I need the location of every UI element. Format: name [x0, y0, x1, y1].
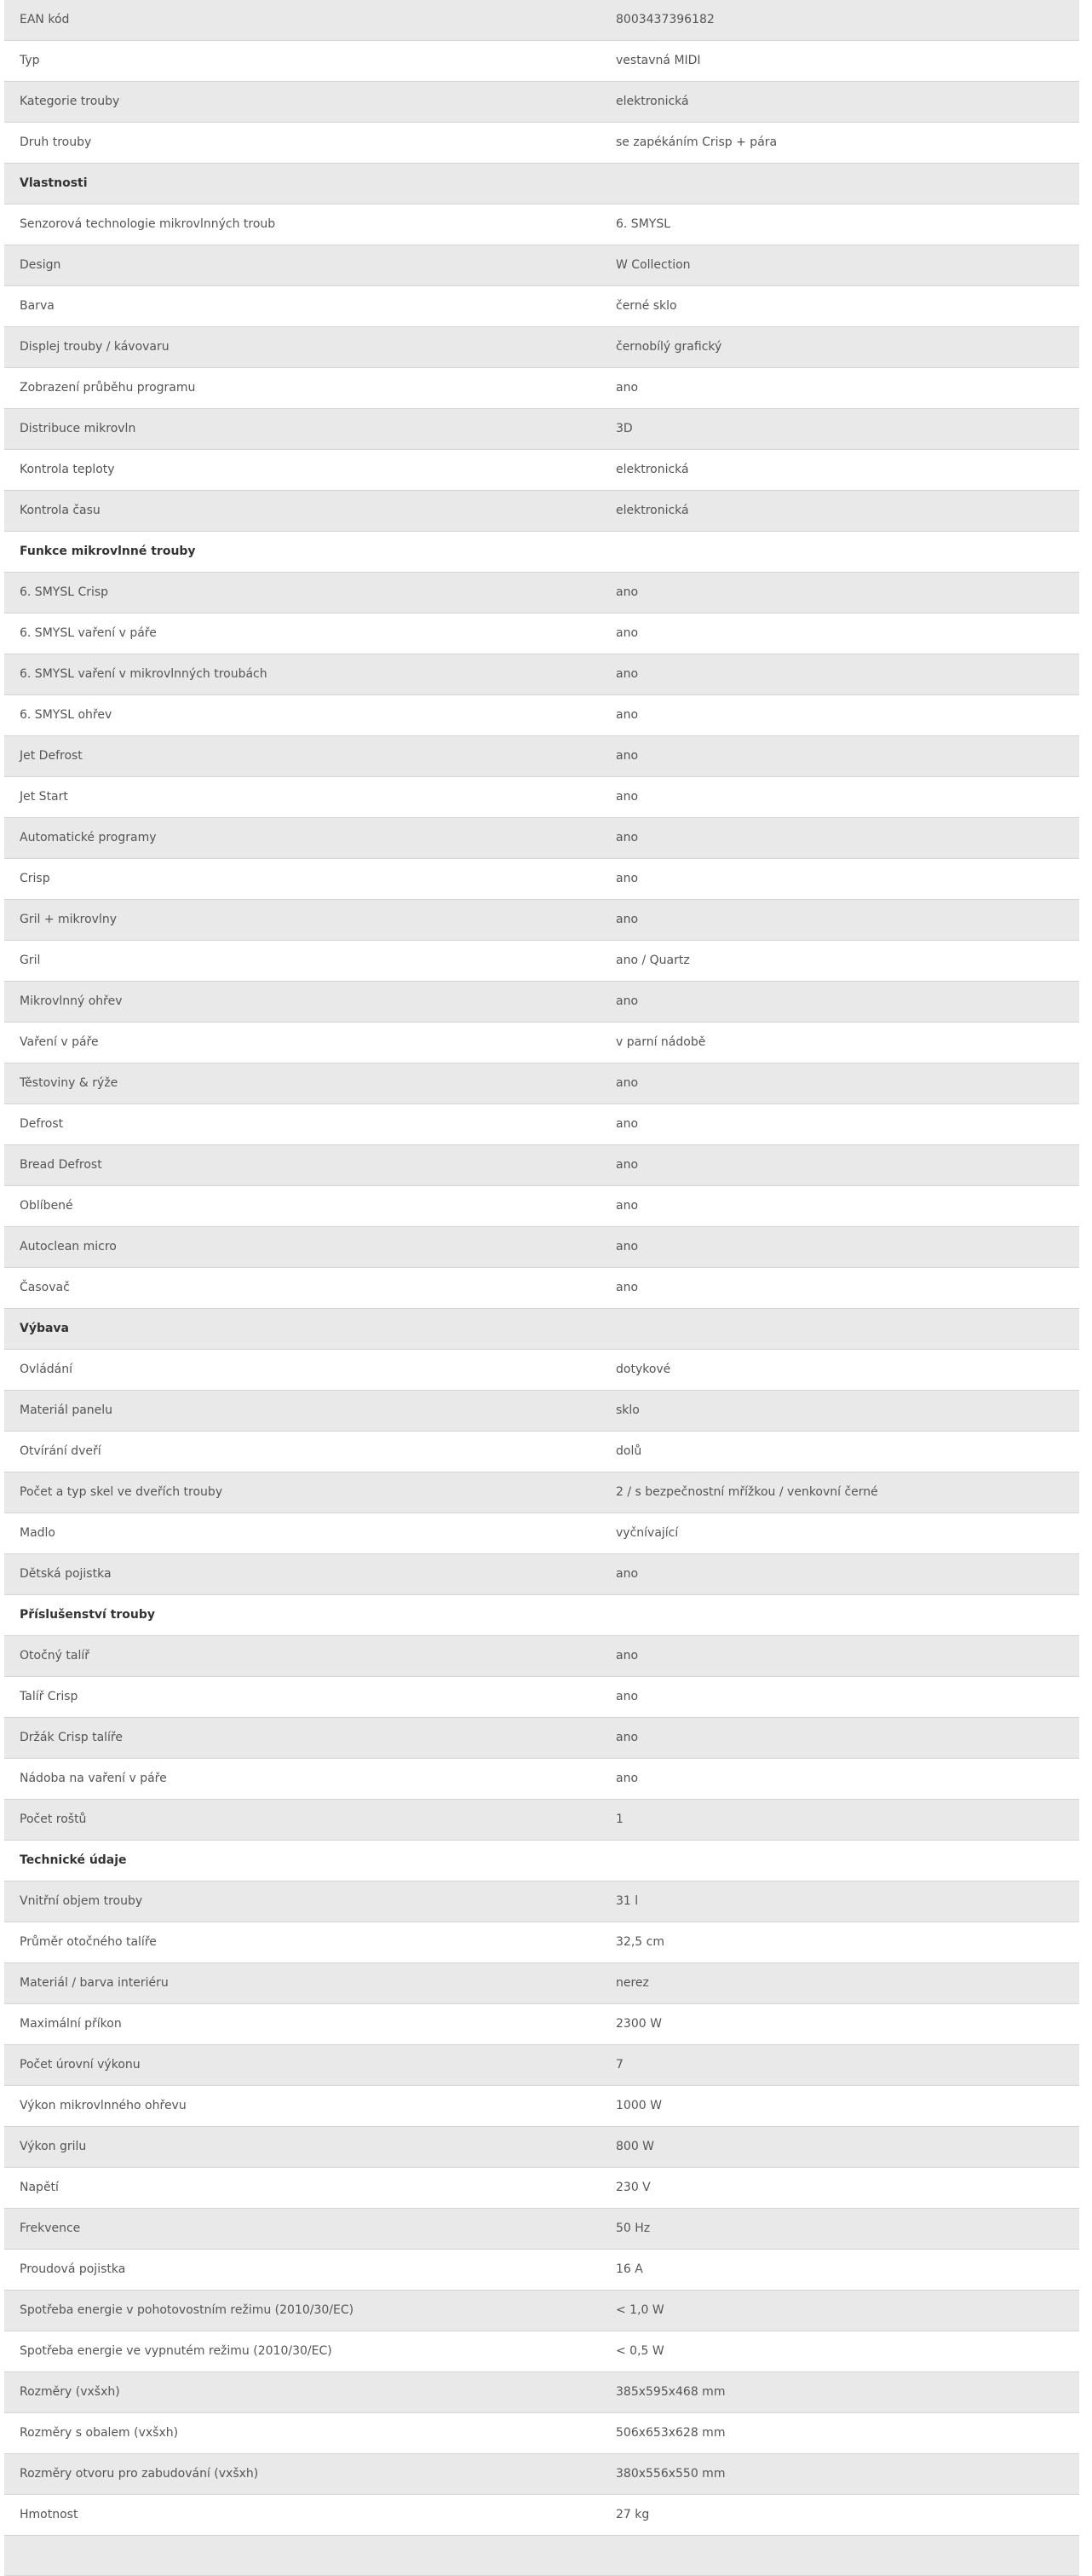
- spec-row: [4, 1963, 1079, 2004]
- spec-value: ano: [601, 1063, 1079, 1104]
- spec-row: [4, 1350, 1079, 1391]
- spec-label: Kategorie trouby: [4, 82, 601, 123]
- spec-label: 6. SMYSL vaření v mikrovlnných troubách: [4, 654, 601, 695]
- spec-value: < 0,5 W: [601, 2331, 1079, 2372]
- spec-row: [4, 573, 1079, 614]
- spec-row: [4, 982, 1079, 1023]
- spec-row: [4, 1268, 1079, 1309]
- spec-row: [4, 245, 1079, 286]
- spec-value: < 1,0 W: [601, 2291, 1079, 2331]
- spec-value: ano: [601, 900, 1079, 941]
- spec-row: [4, 1513, 1079, 1554]
- section-title: Technické údaje: [4, 1841, 601, 1882]
- spec-value: 800 W: [601, 2127, 1079, 2168]
- spec-label: Držák Crisp talíře: [4, 1718, 601, 1759]
- spec-value: 31 l: [601, 1882, 1079, 1922]
- spec-value: ano: [601, 695, 1079, 736]
- spec-label: Mikrovlnný ohřev: [4, 982, 601, 1023]
- spec-value: 27 kg: [601, 2495, 1079, 2536]
- spec-row: [4, 2291, 1079, 2331]
- spec-row: [4, 1432, 1079, 1472]
- spec-value: sklo: [601, 1391, 1079, 1432]
- spec-label: Počet a typ skel ve dveřích trouby: [4, 1472, 601, 1513]
- spec-value: ano: [601, 1677, 1079, 1718]
- spec-row: [4, 286, 1079, 327]
- spec-row: [4, 777, 1079, 818]
- spec-label: 6. SMYSL Crisp: [4, 573, 601, 614]
- spec-value: elektronická: [601, 450, 1079, 491]
- spec-value: ano: [601, 573, 1079, 614]
- spec-row: [4, 1472, 1079, 1513]
- spec-row: [4, 450, 1079, 491]
- spec-row: [4, 614, 1079, 654]
- spec-row: [4, 1023, 1079, 1063]
- spec-label: Madlo: [4, 1513, 601, 1554]
- section-header-row: [4, 1309, 1079, 1350]
- spec-value: ano: [601, 1554, 1079, 1595]
- section-header-row: [4, 532, 1079, 573]
- spec-row: [4, 41, 1079, 82]
- spec-value: dotykové: [601, 1350, 1079, 1391]
- spec-label: Ovládání: [4, 1350, 601, 1391]
- spec-row: [4, 123, 1079, 164]
- spec-value: ano: [601, 777, 1079, 818]
- section-title: Příslušenství trouby: [4, 1595, 601, 1636]
- spec-value: ano: [601, 1718, 1079, 1759]
- spec-value: 8003437396182: [601, 0, 1079, 41]
- spec-row: [4, 1063, 1079, 1104]
- spec-label: Zobrazení průběhu programu: [4, 368, 601, 409]
- spec-label: Výkon grilu: [4, 2127, 601, 2168]
- spec-row: [4, 1759, 1079, 1800]
- spec-value: 1000 W: [601, 2086, 1079, 2127]
- spec-label: Těstoviny & rýže: [4, 1063, 601, 1104]
- spec-label: Crisp: [4, 859, 601, 900]
- spec-table-body: [4, 0, 1079, 2576]
- spec-value: ano: [601, 368, 1079, 409]
- spec-label: Spotřeba energie v pohotovostním režimu (2010/30/EC): [4, 2291, 601, 2331]
- spec-label: 6. SMYSL vaření v páře: [4, 614, 601, 654]
- spec-value: dolů: [601, 1432, 1079, 1472]
- spec-label: Gril: [4, 941, 601, 982]
- spec-label: Časovač: [4, 1268, 601, 1309]
- spec-row: [4, 2168, 1079, 2209]
- spec-row: [4, 327, 1079, 368]
- spec-label: Oblíbené: [4, 1186, 601, 1227]
- spec-value: 230 V: [601, 2168, 1079, 2209]
- spec-label: Vaření v páře: [4, 1023, 601, 1063]
- spec-row: [4, 409, 1079, 450]
- spec-value: ano: [601, 1268, 1079, 1309]
- spec-row: [4, 2004, 1079, 2045]
- spec-label: Otvírání dveří: [4, 1432, 601, 1472]
- spec-value: 16 A: [601, 2250, 1079, 2291]
- spec-value: v parní nádobě: [601, 1023, 1079, 1063]
- spec-value: 2300 W: [601, 2004, 1079, 2045]
- spec-label: Vnitřní objem trouby: [4, 1882, 601, 1922]
- spec-label: Proudová pojistka: [4, 2250, 601, 2291]
- spec-label: Materiál / barva interiéru: [4, 1963, 601, 2004]
- spec-label: Průměr otočného talíře: [4, 1922, 601, 1963]
- spec-row: [4, 2331, 1079, 2372]
- section-value-empty: [601, 1595, 1079, 1636]
- spec-value: elektronická: [601, 491, 1079, 532]
- spec-row: [4, 2413, 1079, 2454]
- section-value-empty: [601, 532, 1079, 573]
- spec-value: 380x556x550 mm: [601, 2454, 1079, 2495]
- spec-row: [4, 900, 1079, 941]
- spec-label: Výkon mikrovlnného ohřevu: [4, 2086, 601, 2127]
- spec-value: 506x653x628 mm: [601, 2413, 1079, 2454]
- spec-row: [4, 1227, 1079, 1268]
- spec-label: Typ: [4, 41, 601, 82]
- spec-row: [4, 0, 1079, 41]
- spec-label: Otočný talíř: [4, 1636, 601, 1677]
- spec-row: [4, 1104, 1079, 1145]
- spec-value: ano: [601, 1636, 1079, 1677]
- section-header-row: [4, 164, 1079, 205]
- spec-value: vestavná MIDI: [601, 41, 1079, 82]
- spec-label: Hmotnost: [4, 2495, 601, 2536]
- spec-label: Maximální příkon: [4, 2004, 601, 2045]
- spec-value: [601, 2536, 1079, 2576]
- spec-value: elektronická: [601, 82, 1079, 123]
- spec-label: Bread Defrost: [4, 1145, 601, 1186]
- spec-row: [4, 205, 1079, 245]
- section-title: Funkce mikrovlnné trouby: [4, 532, 601, 573]
- spec-row: [4, 1554, 1079, 1595]
- spec-row: [4, 1922, 1079, 1963]
- spec-label: Nádoba na vaření v páře: [4, 1759, 601, 1800]
- spec-row: [4, 1677, 1079, 1718]
- spec-row: [4, 695, 1079, 736]
- spec-value: 385x595x468 mm: [601, 2372, 1079, 2413]
- spec-row: [4, 2209, 1079, 2250]
- spec-value: 3D: [601, 409, 1079, 450]
- spec-label: EAN kód: [4, 0, 601, 41]
- spec-value: 6. SMYSL: [601, 205, 1079, 245]
- spec-value: černobílý grafický: [601, 327, 1079, 368]
- spec-row: [4, 368, 1079, 409]
- spec-value: vyčnívající: [601, 1513, 1079, 1554]
- spec-row: [4, 82, 1079, 123]
- spec-value: černé sklo: [601, 286, 1079, 327]
- spec-value: ano: [601, 614, 1079, 654]
- spec-label: Kontrola teploty: [4, 450, 601, 491]
- spec-value: nerez: [601, 1963, 1079, 2004]
- spec-value: 32,5 cm: [601, 1922, 1079, 1963]
- spec-value: ano: [601, 1186, 1079, 1227]
- spec-label: Senzorová technologie mikrovlnných troub: [4, 205, 601, 245]
- spec-label: Rozměry (vxšxh): [4, 2372, 601, 2413]
- spec-label: Frekvence: [4, 2209, 601, 2250]
- spec-label: Druh trouby: [4, 123, 601, 164]
- spec-label: Autoclean micro: [4, 1227, 601, 1268]
- spec-value: ano: [601, 818, 1079, 859]
- section-value-empty: [601, 1309, 1079, 1350]
- spec-row: [4, 1718, 1079, 1759]
- spec-row: [4, 818, 1079, 859]
- spec-value: ano: [601, 654, 1079, 695]
- spec-label: Počet úrovní výkonu: [4, 2045, 601, 2086]
- spec-label: Materiál panelu: [4, 1391, 601, 1432]
- spec-label: Počet roštů: [4, 1800, 601, 1841]
- spec-value: ano: [601, 1145, 1079, 1186]
- section-title: Vlastnosti: [4, 164, 601, 205]
- spec-label: Kontrola času: [4, 491, 601, 532]
- spec-label: Automatické programy: [4, 818, 601, 859]
- spec-row: [4, 1186, 1079, 1227]
- spec-label: Dětská pojistka: [4, 1554, 601, 1595]
- spec-label: Design: [4, 245, 601, 286]
- spec-value: 50 Hz: [601, 2209, 1079, 2250]
- spec-row: [4, 2454, 1079, 2495]
- spec-value: ano: [601, 859, 1079, 900]
- spec-row: [4, 1882, 1079, 1922]
- spec-value: ano: [601, 736, 1079, 777]
- spec-row: [4, 1636, 1079, 1677]
- spec-label: Rozměry otvoru pro zabudování (vxšxh): [4, 2454, 601, 2495]
- spec-row: [4, 2045, 1079, 2086]
- spec-row: [4, 1800, 1079, 1841]
- spec-label: Distribuce mikrovln: [4, 409, 601, 450]
- spec-value: ano: [601, 1227, 1079, 1268]
- spec-table: [4, 0, 1079, 2576]
- spec-row: [4, 736, 1079, 777]
- spec-label: Barva: [4, 286, 601, 327]
- spec-value: ano: [601, 1759, 1079, 1800]
- spec-row: [4, 1391, 1079, 1432]
- spec-value: ano: [601, 982, 1079, 1023]
- spec-label: Talíř Crisp: [4, 1677, 601, 1718]
- spec-label: Napětí: [4, 2168, 601, 2209]
- section-header-row: [4, 1595, 1079, 1636]
- section-title: Výbava: [4, 1309, 601, 1350]
- spec-row: [4, 859, 1079, 900]
- spec-label: Jet Defrost: [4, 736, 601, 777]
- spec-value: W Collection: [601, 245, 1079, 286]
- spec-value: se zapékáním Crisp + pára: [601, 123, 1079, 164]
- spec-label: 6. SMYSL ohřev: [4, 695, 601, 736]
- spec-row: [4, 654, 1079, 695]
- spec-value: ano / Quartz: [601, 941, 1079, 982]
- spec-row: [4, 491, 1079, 532]
- spec-label: Gril + mikrovlny: [4, 900, 601, 941]
- spec-row: [4, 2086, 1079, 2127]
- spec-value: 2 / s bezpečnostní mřížkou / venkovní černé: [601, 1472, 1079, 1513]
- spec-row: [4, 2495, 1079, 2536]
- spec-row: [4, 2372, 1079, 2413]
- spec-label: Spotřeba energie ve vypnutém režimu (2010/30/EC): [4, 2331, 601, 2372]
- spec-value: 7: [601, 2045, 1079, 2086]
- spec-row: [4, 2250, 1079, 2291]
- spec-row: [4, 941, 1079, 982]
- spec-label: Displej trouby / kávovaru: [4, 327, 601, 368]
- section-value-empty: [601, 164, 1079, 205]
- spec-row: [4, 2536, 1079, 2576]
- spec-value: 1: [601, 1800, 1079, 1841]
- spec-row: [4, 2127, 1079, 2168]
- spec-row: [4, 1145, 1079, 1186]
- spec-label: Rozměry s obalem (vxšxh): [4, 2413, 601, 2454]
- spec-label: Defrost: [4, 1104, 601, 1145]
- section-value-empty: [601, 1841, 1079, 1882]
- spec-value: ano: [601, 1104, 1079, 1145]
- spec-label: [4, 2536, 601, 2576]
- spec-label: Jet Start: [4, 777, 601, 818]
- section-header-row: [4, 1841, 1079, 1882]
